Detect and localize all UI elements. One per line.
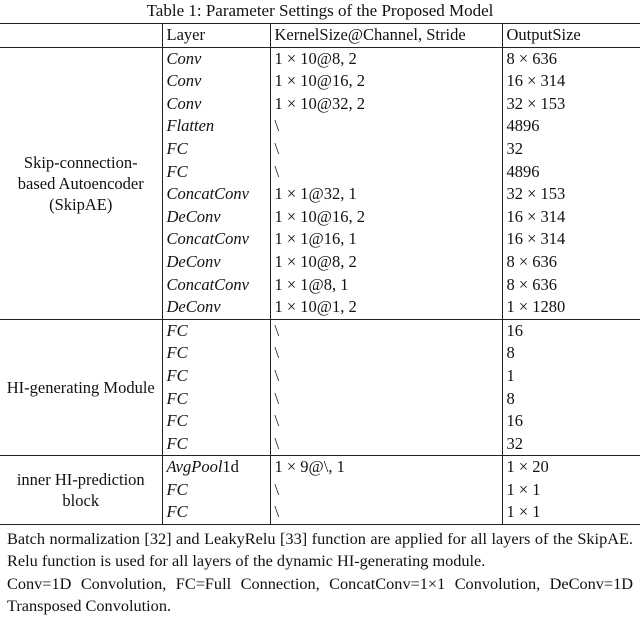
header-cell-output: OutputSize: [502, 24, 640, 48]
output-cell: 4896: [502, 115, 640, 138]
kernel-cell: \: [270, 342, 502, 365]
layer-name: FC: [166, 411, 188, 431]
kernel-cell: 1 × 10@16, 2: [270, 206, 502, 229]
layer-name: ConcatConv: [166, 274, 249, 294]
table-body: [0, 47, 640, 524]
layer-name: FC: [166, 320, 188, 340]
output-cell: 1 × 1: [502, 479, 640, 502]
kernel-cell: 1 × 10@32, 2: [270, 93, 502, 116]
layer-name: FC: [166, 161, 188, 181]
header-row: [0, 24, 640, 48]
kernel-cell: \: [270, 433, 502, 456]
header-cell-kernel: KernelSize@Channel, Stride: [270, 24, 502, 48]
layer-name: DeConv: [166, 251, 221, 271]
output-cell: 16 × 314: [502, 228, 640, 251]
output-cell: 4896: [502, 161, 640, 184]
layer-name: FC: [166, 138, 188, 158]
note-normalization: Batch normalization [32] and LeakyRelu [33] function are applied for all layers of the SkipAE. Relu function is used for all layers of the dynamic HI-generating module.: [7, 529, 633, 571]
layer-cell: [162, 70, 270, 93]
table-row: [0, 47, 640, 70]
table-row: [0, 456, 640, 479]
kernel-cell: 1 × 1@16, 1: [270, 228, 502, 251]
kernel-cell: \: [270, 410, 502, 433]
output-cell: 1 × 20: [502, 456, 640, 479]
output-cell: 8: [502, 388, 640, 411]
kernel-cell: \: [270, 365, 502, 388]
kernel-cell: 1 × 1@8, 1: [270, 274, 502, 297]
layer-name: DeConv: [166, 297, 221, 317]
kernel-cell: \: [270, 388, 502, 411]
layer-cell: [162, 479, 270, 502]
layer-cell: [162, 228, 270, 251]
layer-cell: [162, 410, 270, 433]
layer-name: ConcatConv: [166, 229, 249, 249]
layer-cell: [162, 456, 270, 479]
note-abbreviations: Conv=1D Convolution, FC=Full Connection, ConcatConv=1×1 Convolution, DeConv=1D Transposed Convolution.: [7, 573, 633, 616]
layer-name: AvgPool: [166, 457, 223, 477]
output-cell: 32: [502, 433, 640, 456]
output-cell: 16: [502, 410, 640, 433]
layer-cell: [162, 433, 270, 456]
layer-name: FC: [166, 433, 188, 453]
layer-cell: [162, 501, 270, 524]
output-cell: 1 × 1: [502, 501, 640, 524]
group-label: inner HI-prediction block: [0, 456, 162, 525]
output-cell: 16: [502, 319, 640, 342]
layer-cell: [162, 161, 270, 184]
kernel-cell: 1 × 1@32, 1: [270, 183, 502, 206]
kernel-cell: 1 × 10@8, 2: [270, 47, 502, 70]
output-cell: 16 × 314: [502, 206, 640, 229]
layer-cell: [162, 319, 270, 342]
layer-cell: [162, 138, 270, 161]
layer-name: FC: [166, 343, 188, 363]
output-cell: 32 × 153: [502, 183, 640, 206]
kernel-cell: \: [270, 115, 502, 138]
output-cell: 16 × 314: [502, 70, 640, 93]
output-cell: 1 × 1280: [502, 296, 640, 319]
kernel-cell: 1 × 9@\, 1: [270, 456, 502, 479]
layer-name: Conv: [166, 48, 202, 68]
layer-suffix: 1d: [222, 457, 239, 477]
group-label: HI-generating Module: [0, 319, 162, 456]
layer-name: FC: [166, 502, 188, 522]
kernel-cell: \: [270, 319, 502, 342]
output-cell: 8 × 636: [502, 47, 640, 70]
output-cell: 8: [502, 342, 640, 365]
layer-cell: [162, 251, 270, 274]
output-cell: 1: [502, 365, 640, 388]
header-cell-layer: Layer: [162, 24, 270, 48]
layer-name: FC: [166, 388, 188, 408]
layer-cell: [162, 93, 270, 116]
kernel-cell: \: [270, 161, 502, 184]
kernel-cell: 1 × 10@1, 2: [270, 296, 502, 319]
table-notes: [0, 525, 640, 618]
layer-cell: [162, 183, 270, 206]
output-cell: 8 × 636: [502, 251, 640, 274]
layer-cell: [162, 342, 270, 365]
output-cell: 32 × 153: [502, 93, 640, 116]
kernel-cell: \: [270, 479, 502, 502]
layer-cell: [162, 206, 270, 229]
layer-name: FC: [166, 365, 188, 385]
kernel-cell: 1 × 10@8, 2: [270, 251, 502, 274]
layer-name: FC: [166, 479, 188, 499]
layer-name: ConcatConv: [166, 184, 249, 204]
kernel-cell: \: [270, 501, 502, 524]
header-cell-group: [0, 24, 162, 48]
table-caption: Table 1: Parameter Settings of the Proposed Model: [146, 1, 494, 20]
kernel-cell: \: [270, 138, 502, 161]
group-label: Skip-connection-based Autoencoder (SkipAE): [0, 47, 162, 319]
layer-name: Conv: [166, 71, 202, 91]
table-row: [0, 319, 640, 342]
layer-cell: [162, 296, 270, 319]
layer-cell: [162, 274, 270, 297]
layer-cell: [162, 47, 270, 70]
layer-cell: [162, 115, 270, 138]
output-cell: 32: [502, 138, 640, 161]
layer-name: DeConv: [166, 206, 221, 226]
layer-cell: [162, 365, 270, 388]
output-cell: 8 × 636: [502, 274, 640, 297]
layer-cell: [162, 388, 270, 411]
kernel-cell: 1 × 10@16, 2: [270, 70, 502, 93]
layer-name: Conv: [166, 93, 202, 113]
layer-name: Flatten: [166, 116, 215, 136]
parameter-table: [0, 23, 640, 525]
